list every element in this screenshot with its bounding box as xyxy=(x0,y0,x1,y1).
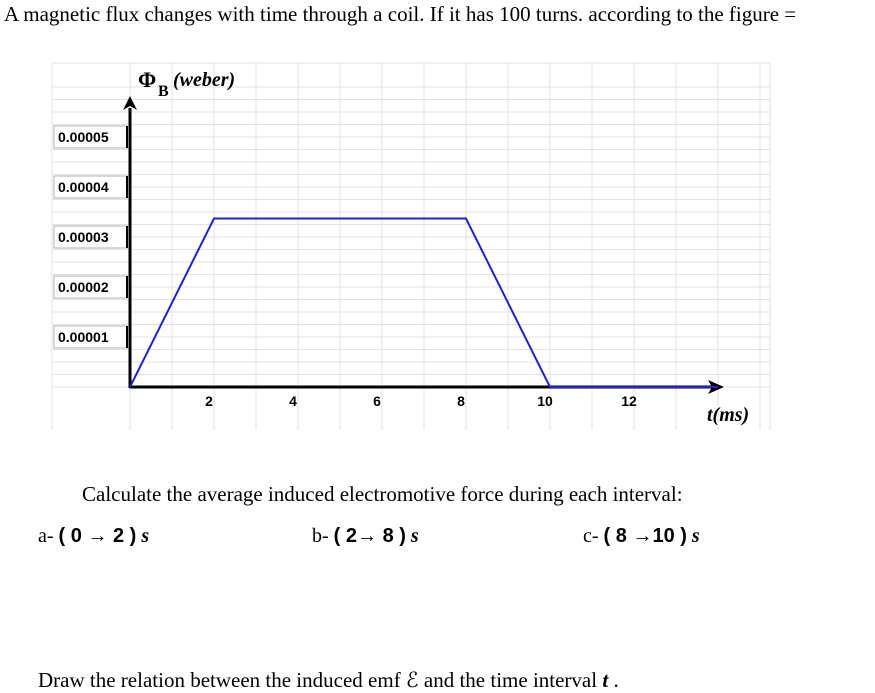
y-axis-label-symbol: Φ xyxy=(138,67,157,92)
y-tick-labels xyxy=(54,126,127,348)
interval-a-prefix: a- xyxy=(38,525,54,547)
x-tick-label: 8 xyxy=(457,393,465,409)
y-tick-label: 0.00004 xyxy=(58,179,109,195)
y-tick-label: 0.00002 xyxy=(58,279,109,295)
interval-c-unit: s xyxy=(691,525,700,547)
x-tick-labels xyxy=(205,393,637,409)
draw-instruction xyxy=(38,668,619,693)
interval-c-prefix: c- xyxy=(583,525,599,547)
interval-b xyxy=(312,525,419,548)
y-tick-label: 0.00003 xyxy=(58,229,109,245)
y-tick-label: 0.00005 xyxy=(58,129,109,145)
draw-instruction-variable: t xyxy=(602,668,609,692)
y-axis-label-unit: (weber) xyxy=(173,69,236,91)
draw-instruction-text: Draw the relation between the induced emf ℰ and the time interval xyxy=(38,668,598,692)
interval-a-range: ( 0 → 2 ) xyxy=(58,525,137,547)
x-tick-label: 10 xyxy=(537,393,553,409)
x-tick-label: 6 xyxy=(373,393,381,409)
x-axis-label: t(ms) xyxy=(707,404,750,426)
interval-c-range: ( 8 →10 ) xyxy=(603,525,687,547)
interval-b-range: ( 2→ 8 ) xyxy=(333,525,406,547)
interval-c xyxy=(583,525,700,548)
x-tick-label: 12 xyxy=(621,393,637,409)
y-tick-label: 0.00001 xyxy=(58,329,109,345)
interval-a xyxy=(38,525,149,548)
interval-a-unit: s xyxy=(141,525,150,547)
draw-instruction-end: . xyxy=(613,668,619,692)
interval-b-prefix: b- xyxy=(312,525,329,547)
calculate-instruction: Calculate the average induced electromotive force during each interval: xyxy=(82,482,683,506)
interval-b-unit: s xyxy=(410,525,419,547)
x-tick-label: 2 xyxy=(205,393,213,409)
question-title: A magnetic flux changes with time through a coil. If it has 100 turns. according to the figure = xyxy=(4,2,797,26)
chart-grid xyxy=(52,63,770,430)
x-tick-label: 4 xyxy=(289,393,297,409)
y-axis-label-subscript: B xyxy=(158,83,169,100)
